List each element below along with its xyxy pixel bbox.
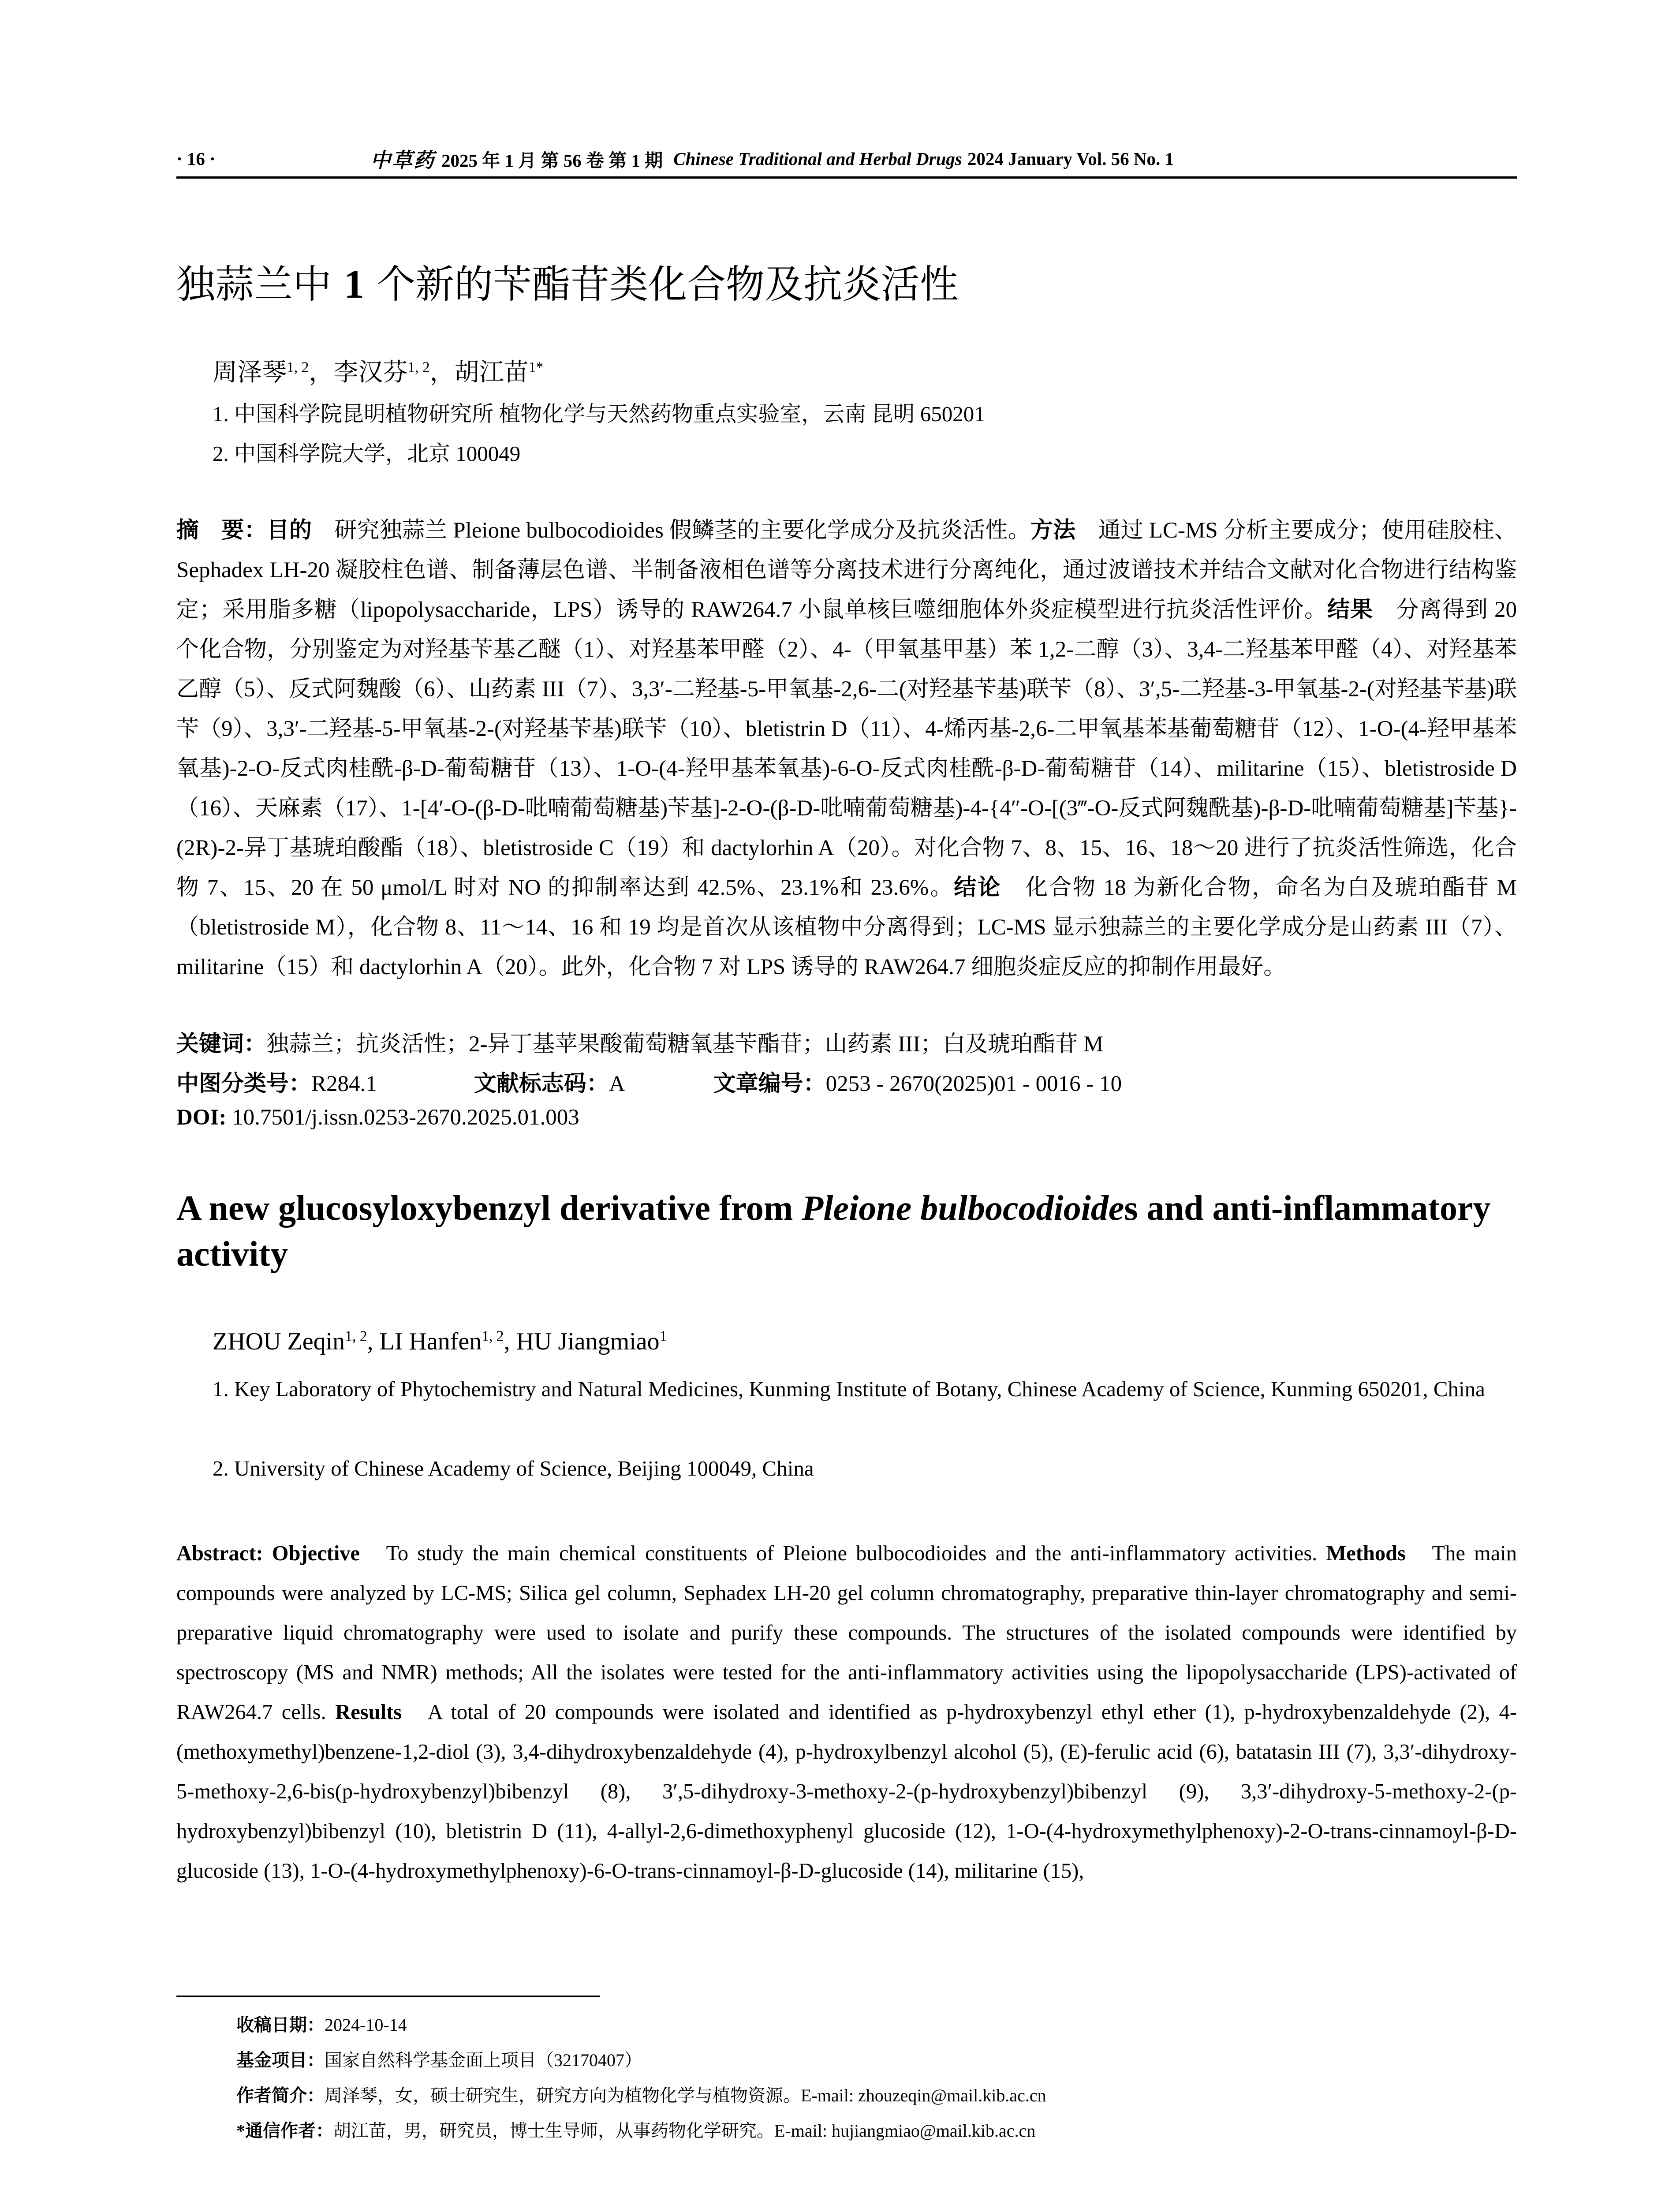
- objective-label: 目的: [266, 518, 312, 543]
- footnote-funding: [236, 2046, 642, 2071]
- clc-value: R284.1: [311, 1072, 377, 1096]
- authors-en: [213, 1327, 667, 1356]
- clc-label: 中图分类号：: [176, 1072, 312, 1096]
- author-separator: ，: [309, 359, 334, 386]
- methods-en-label: Methods: [1326, 1542, 1406, 1565]
- methods-text: 通过 LC-MS 分析主要成分；使用硅胶柱、Sephadex LH-20 凝胶柱色谱、制备薄层色谱、半制备液相色谱等分离技术进行分离纯化，通过波谱技术并结合文献对化合物进行结构鉴定；采用脂多糖（lipopolysaccharide，LPS）诱导的 RAW264.7 小鼠单核巨噬细胞体外炎症模型进行抗炎活性评价。: [176, 518, 1517, 622]
- doi-line: [176, 1105, 579, 1130]
- author-en: LI Hanfen: [379, 1328, 482, 1355]
- author-en-affil: 1, 2: [345, 1328, 367, 1345]
- abstract-en: Abstract: Objective To study the main chemical constituents of Pleione bulbocodioides and the anti-inflammatory activities. Methods The main compounds were analyzed by LC-MS; Silica gel column, Sephadex LH-20 gel column chromatography, preparative thin-layer chromatography and semi-preparative liquid chromatography were used to isolate and purify these compounds. The structures of the isolated compounds were identified by spectroscopy (MS and NMR) methods; All the isolates were tested for the anti-inflammatory activities using the lipopolysaccharide (LPS)-activated of RAW264.7 cells. Results A total of 20 compounds were isolated and identified as p-hydroxybenzyl ethyl ether (1), p-hydroxybenzaldehyde (2), 4-(methoxymethyl)benzene-1,2-diol (3), 3,4-dihydroxybenzaldehyde (4), p-hydroxylbenzyl alcohol (5), (E)-ferulic acid (6), batatasin III (7), 3,3′-dihydroxy-5-methoxy-2,6-bis(p-hydroxybenzyl)bibenzyl (8), 3′,5-dihydroxy-3-methoxy-2-(p-hydroxybenzyl)bibenzyl (9), 3,3′-dihydroxy-5-methoxy-2-(p-hydroxybenzyl)bibenzyl (10), bletistrin D (11), 4-allyl-2,6-dimethoxyphenyl glucoside (12), 1-O-(4-hydroxymethylphenoxy)-2-O-trans-cinnamoyl-β-D-glucoside (13), 1-O-(4-hydroxymethylphenoxy)-6-O-trans-cinnamoyl-β-D-glucoside (14), militarine (15),: [176, 1542, 1517, 1883]
- doi-value: 10.7501/j.issn.0253-2670.2025.01.003: [232, 1105, 579, 1130]
- journal-name-en: Chinese Traditional and Herbal Drugs: [673, 149, 962, 169]
- issue-cn: 2025 年 1 月 第 56 卷 第 1 期: [441, 150, 663, 171]
- doc-code-label: 文献标志码：: [474, 1072, 609, 1096]
- results-label: 结果: [1327, 598, 1374, 622]
- authors-cn: [213, 353, 543, 388]
- footnote-received: [236, 2011, 407, 2036]
- abstract-cn-label: 摘 要：: [176, 518, 267, 543]
- results-en-label: Results: [335, 1700, 402, 1724]
- conclusion-text: 化合物 18 为新化合物，命名为白及琥珀酯苷 M（bletistroside M），化合物 8、11～14、16 和 19 均是首次从该植物中分离得到；LC-MS 显示独蒜兰的主要化学成分是山药素 III（7）、militarine（15）和 dactylorhin A（20）。此外，化合物 7 对 LPS 诱导的 RAW264.7 细胞炎症反应的抑制作用最好。: [176, 875, 1517, 979]
- title-en-post: s and anti-inflammatory activity: [176, 1189, 1491, 1274]
- results-text: 分离得到 20 个化合物，分别鉴定为对羟基苄基乙醚（1）、对羟基苯甲醛（2）、4-（甲氧基甲基）苯 1,2-二醇（3）、3,4-二羟基苯甲醛（4）、对羟基苯乙醇（5）、反式阿魏酸（6）、山药素 III（7）、3,3′-二羟基-5-甲氧基-2,6-二(对羟基苄基)联苄（8）、3′,5-二羟基-3-甲氧基-2-(对羟基苄基)联苄（9）、3,3′-二羟基-5-甲氧基-2-(对羟基苄基)联苄（10）、bletistrin D（11）、4-烯丙基-2,6-二甲氧基苯基葡萄糖苷（12）、1-O-(4-羟甲基苯氧基)-2-O-反式肉桂酰-β-D-葡萄糖苷（13）、1-O-(4-羟甲基苯氧基)-6-O-反式肉桂酰-β-D-葡萄糖苷（14）、militarine（15）、bletistroside D（16）、天麻素（17）、1-[4′-O-(β-D-吡喃葡萄糖基)苄基]-2-O-(β-D-吡喃葡萄糖基)-4-{4″-O-[(3‴-O-反式阿魏酰基)-β-D-吡喃葡萄糖基]苄基}-(2R)-2-异丁基琥珀酸酯（18）、bletistroside C（19）和 dactylorhin A（20）。对化合物 7、8、15、16、18～20 进行了抗炎活性筛选，化合物 7、15、20 在 50 μmol/L 时对 NO 的抑制率达到 42.5%、23.1%和 23.6%。: [176, 598, 1517, 900]
- methods-label: 方法: [1030, 518, 1076, 543]
- objective-text: 研究独蒜兰 Pleione bulbocodioides 假鳞茎的主要化学成分及抗炎活性。: [312, 518, 1030, 543]
- footnote-label: 收稿日期：: [236, 2015, 325, 2035]
- doc-code-value: A: [609, 1072, 625, 1096]
- author-en-affil: 1: [659, 1328, 667, 1345]
- affiliation-en-1: 1. Key Laboratory of Phytochemistry and Natural Medicines, Kunming Institute of Botany, Chinese Academy of Science, Kunming 650201, China: [213, 1377, 1485, 1401]
- footnote-divider: [176, 1996, 600, 1997]
- footnote-text: 国家自然科学基金面上项目（32170407）: [325, 2050, 642, 2070]
- issue-en: 2024 January Vol. 56 No. 1: [967, 149, 1174, 169]
- keywords-cn: [176, 1025, 1103, 1058]
- footnote-text: 周泽琴，女，硕士研究生，研究方向为植物化学与植物资源。E-mail: zhouzeqin@mail.kib.ac.cn: [325, 2085, 1046, 2105]
- affiliation-cn-1: 1. 中国科学院昆明植物研究所 植物化学与天然药物重点实验室，云南 昆明 650201: [213, 402, 985, 426]
- affiliation-en-2: 2. University of Chinese Academy of Science, Beijing 100049, China: [213, 1456, 814, 1480]
- running-header: [176, 141, 1517, 179]
- author-separator: ,: [367, 1328, 380, 1355]
- title-en-species: Pleione bulbocodioide: [802, 1189, 1124, 1228]
- title-cn-post: 个新的苄酯苷类化合物及抗炎活性: [376, 262, 959, 307]
- abstract-en-label: Abstract: [176, 1542, 256, 1565]
- classification-line: [176, 1065, 1122, 1098]
- page-number: · 16 ·: [176, 149, 216, 169]
- keywords-text: 独蒜兰；抗炎活性；2-异丁基苹果酸葡萄糖氧基苄酯苷；山药素 III；白及琥珀酯苷 M: [266, 1032, 1104, 1057]
- abstract-cn: [176, 511, 1517, 987]
- doi-label: DOI:: [176, 1105, 227, 1130]
- author-cn: 李汉芬: [333, 359, 408, 386]
- article-number-label: 文章编号：: [713, 1072, 826, 1096]
- title-cn: [176, 254, 959, 309]
- keywords-label: 关键词：: [176, 1032, 267, 1057]
- footnote-label: *通信作者：: [236, 2121, 333, 2141]
- author-separator: ，: [429, 359, 455, 386]
- footnote-label: 基金项目：: [236, 2050, 325, 2070]
- journal-name-cn: 中草药: [370, 149, 435, 172]
- author-separator: ,: [504, 1328, 516, 1355]
- conclusion-label: 结论: [954, 875, 1002, 900]
- title-en: [176, 1185, 1517, 1277]
- footnote-label: 作者简介：: [236, 2085, 325, 2105]
- title-en-pre: A new glucosyloxybenzyl derivative from: [176, 1189, 802, 1228]
- author-en: ZHOU Zeqin: [213, 1328, 345, 1355]
- footnote-corresponding: [236, 2117, 1035, 2142]
- author-cn-affil: 1, 2: [287, 359, 309, 376]
- footnote-text: 胡江苗，男，研究员，博士生导师，从事药物化学研究。E-mail: hujiangmiao@mail.kib.ac.cn: [333, 2121, 1036, 2141]
- author-cn-affil: 1*: [528, 359, 544, 376]
- footnote-author-bio: [236, 2082, 1046, 2107]
- title-cn-pre: 独蒜兰中: [176, 262, 332, 307]
- objective-en-text: To study the main chemical constituents of Pleione bulbocodioides and the anti-inflammatory activities.: [386, 1542, 1318, 1565]
- article-number-value: 0253 - 2670(2025)01 - 0016 - 10: [825, 1072, 1122, 1096]
- title-cn-num: 1: [344, 262, 364, 306]
- footnote-text: 2024-10-14: [325, 2015, 407, 2035]
- author-cn: 胡江苗: [454, 359, 529, 386]
- results-en-text: A total of 20 compounds were isolated and identified as p-hydroxybenzyl ethyl ether (1), p-hydroxybenzaldehyde (2), 4-(methoxymethyl)benzene-1,2-diol (3), 3,4-dihydroxybenzaldehyde (4), p-hydroxylbenzyl alcohol (5), (E)-ferulic acid (6), batatasin III (7), 3,3′-dihydroxy-5-methoxy-2,6-bis(p-hydroxybenzyl)bibenzyl (8), 3′,5-dihydroxy-3-methoxy-2-(p-hydroxybenzyl)bibenzyl (9), 3,3′-dihydroxy-5-methoxy-2-(p-hydroxybenzyl)bibenzyl (10), bletistrin D (11), 4-allyl-2,6-dimethoxyphenyl glucoside (12), 1-O-(4-hydroxymethylphenoxy)-2-O-trans-cinnamoyl-β-D-glucoside (13), 1-O-(4-hydroxymethylphenoxy)-6-O-trans-cinnamoyl-β-D-glucoside (14), militarine (15),: [176, 1700, 1517, 1883]
- author-cn: 周泽琴: [213, 359, 287, 386]
- author-en: HU Jiangmiao: [516, 1328, 660, 1355]
- methods-en-text: The main compounds were analyzed by LC-MS; Silica gel column, Sephadex LH-20 gel column chromatography, preparative thin-layer chromatography and semi-preparative liquid chromatography were used to isolate and purify these compounds. The structures of the isolated compounds were identified by spectroscopy (MS and NMR) methods; All the isolates were tested for the anti-inflammatory activities using the lipopolysaccharide (LPS)-activated of RAW264.7 cells.: [176, 1542, 1517, 1724]
- affiliation-cn-2: 2. 中国科学院大学，北京 100049: [213, 441, 521, 466]
- author-en-affil: 1, 2: [482, 1328, 504, 1345]
- author-cn-affil: 1, 2: [407, 359, 430, 376]
- objective-en-label: Objective: [272, 1542, 360, 1565]
